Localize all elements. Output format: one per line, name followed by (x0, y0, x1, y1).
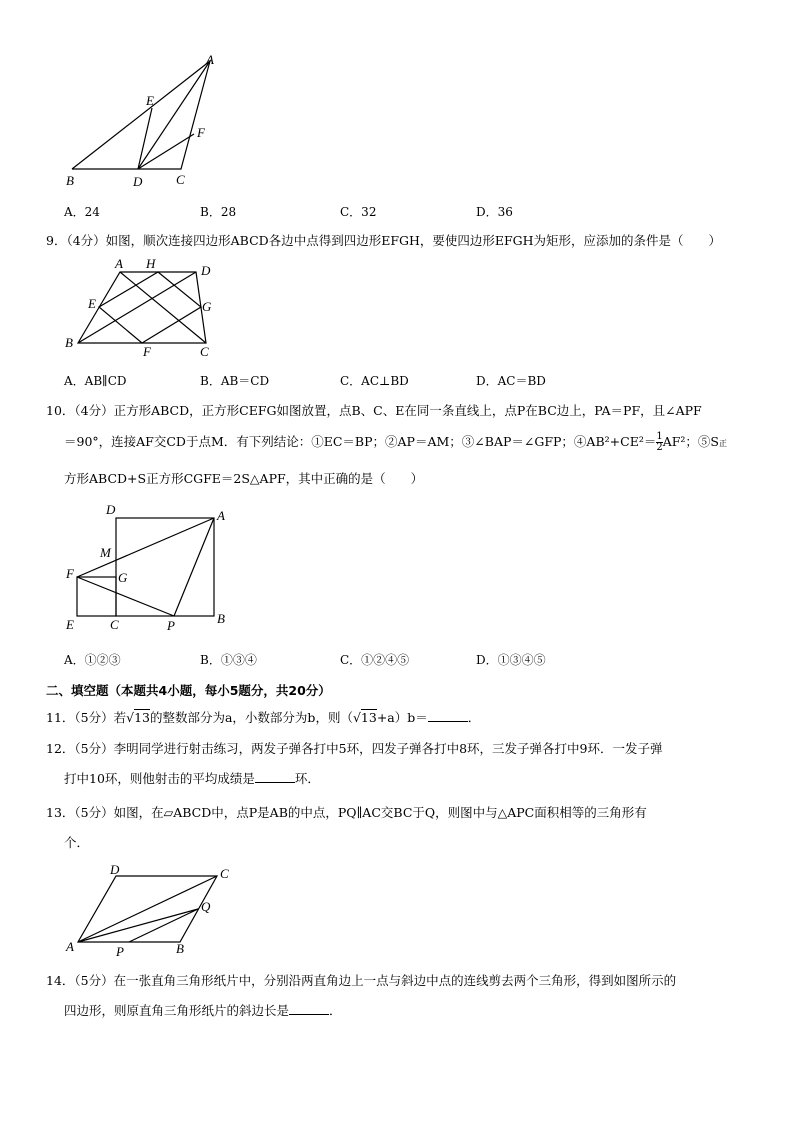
q8-option-b[interactable]: B．28 (200, 205, 237, 219)
q9-option-d[interactable]: D．AC＝BD (476, 374, 546, 388)
q10-label-c: C (110, 617, 119, 632)
q13-stem-line1: 13．（5分）如图，在▱ABCD中，点P是AB的中点，PQ∥AC交BC于Q，则图中与△APC面积相等的三角形有 (46, 805, 647, 820)
q8-option-c[interactable]: C．32 (340, 205, 377, 219)
q10-option-b[interactable]: B．①③④ (200, 653, 257, 667)
q11-sqrt-sign-2: √ (352, 710, 361, 725)
q13-label-b: B (176, 941, 184, 956)
q13-label-p: P (116, 944, 124, 959)
q8-label-f: F (197, 125, 205, 140)
q12-answer-blank[interactable] (255, 772, 295, 783)
q13-label-d: D (110, 862, 120, 877)
q9-label-b: B (65, 335, 73, 350)
q9-label-g: G (202, 299, 212, 314)
q12-stem-line2 (64, 772, 320, 786)
q10-label-d: D (106, 502, 116, 517)
q9-label-h: H (146, 256, 156, 271)
q10-label-g: G (118, 570, 128, 585)
q10-frac-num: 1 (656, 431, 663, 442)
q11-text-b: 的整数部分为a，小数部分为b，则（ (149, 710, 353, 725)
q10-stem-line2-sub: 正 (719, 439, 727, 448)
q10-figure (60, 500, 240, 640)
q13-figure (60, 860, 240, 960)
q14-text-b: ． (329, 1003, 342, 1018)
q8-option-a[interactable]: A．24 (64, 205, 100, 219)
q13-stem-line2: 个． (64, 835, 90, 850)
q12-stem-line1: 12．（5分）李明同学进行射击练习，两发子弹各打中5环，四发子弹各打中8环，三发子弹各打中9环．一发子弹 (46, 741, 663, 756)
q10-stem-line3: 方形ABCD+S正方形CGFE＝2S△APF，其中正确的是（ ） (64, 471, 424, 486)
q8-label-b: B (66, 173, 74, 188)
q8-label-c: C (176, 172, 185, 187)
q10-label-p: P (167, 618, 175, 633)
q13-label-a: A (66, 939, 74, 954)
q8-label-d: D (133, 174, 143, 189)
q8-figure (60, 50, 230, 195)
q10-label-e: E (66, 617, 74, 632)
q9-label-a: A (115, 256, 123, 271)
q11-sqrt-sign: √ (126, 710, 135, 725)
q13-label-q: Q (201, 899, 211, 914)
q11-stem (46, 711, 480, 725)
q13-label-c: C (220, 866, 229, 881)
q9-option-b[interactable]: B．AB＝CD (200, 374, 270, 388)
q8-option-d[interactable]: D．36 (476, 205, 513, 219)
q10-stem-line2-text: ＝90°，连接AF交CD于点M．有下列结论：①EC＝BP；②AP＝AM；③∠BAP＝∠GFP；④AB²+CE²＝ (64, 434, 657, 449)
q9-label-d: D (201, 263, 211, 278)
q10-option-a[interactable]: A．①②③ (64, 653, 121, 667)
q12-text-b: 环． (294, 771, 320, 786)
q9-stem: 9．（4分）如图，顺次连接四边形ABCD各边中点得到四边形EFGH，要使四边形EFGH为矩形，应添加的条件是（ ） (46, 233, 722, 248)
q8-label-e: E (146, 93, 154, 108)
q14-answer-blank[interactable] (289, 1004, 329, 1015)
q10-frac-den: 2 (656, 442, 663, 453)
q14-text-a: 四边形，则原直角三角形纸片的斜边长是 (64, 1003, 290, 1018)
q11-text-a: 11．（5分）若 (46, 710, 127, 725)
q11-radicand: 13 (134, 710, 150, 725)
q11-text-c: +a）b＝ (376, 710, 428, 725)
q14-stem-line2 (64, 1004, 342, 1018)
q10-option-d[interactable]: D．①③④⑤ (476, 653, 546, 667)
q10-label-f: F (66, 566, 74, 581)
q10-option-c[interactable]: C．①②④⑤ (340, 653, 410, 667)
q11-answer-blank[interactable] (428, 711, 468, 722)
q9-figure (60, 255, 230, 365)
q10-label-b: B (217, 611, 225, 626)
q12-text-a: 打中10环，则他射击的平均成绩是 (64, 771, 255, 786)
q11-text-d: ． (467, 710, 481, 725)
q8-label-a: A (206, 52, 214, 67)
q11-radicand-2: 13 (360, 710, 377, 725)
q9-label-e: E (88, 296, 96, 311)
q10-stem-line1: 10．（4分）正方形ABCD，正方形CEFG如图放置，点B、C、E在同一条直线上，点P在BC边上，PA＝PF，且∠APF (46, 403, 702, 418)
q9-option-a[interactable]: A．AB∥CD (64, 374, 127, 388)
q9-label-c: C (200, 344, 209, 359)
q14-stem-line1: 14．（5分）在一张直角三角形纸片中，分别沿两直角边上一点与斜边中点的连线剪去两个三角形，得到如图所示的 (46, 973, 677, 988)
q9-label-f: F (143, 344, 151, 359)
q10-label-a: A (217, 508, 225, 523)
q10-stem-line2-tail: AF²；⑤S (662, 434, 719, 449)
q10-stem-line2 (64, 432, 727, 453)
q9-option-c[interactable]: C．AC⊥BD (340, 374, 409, 388)
q10-label-m: M (100, 545, 111, 560)
section-heading-fill-in: 二、填空题（本题共4小题，每小5题分，共20分） (46, 683, 331, 698)
